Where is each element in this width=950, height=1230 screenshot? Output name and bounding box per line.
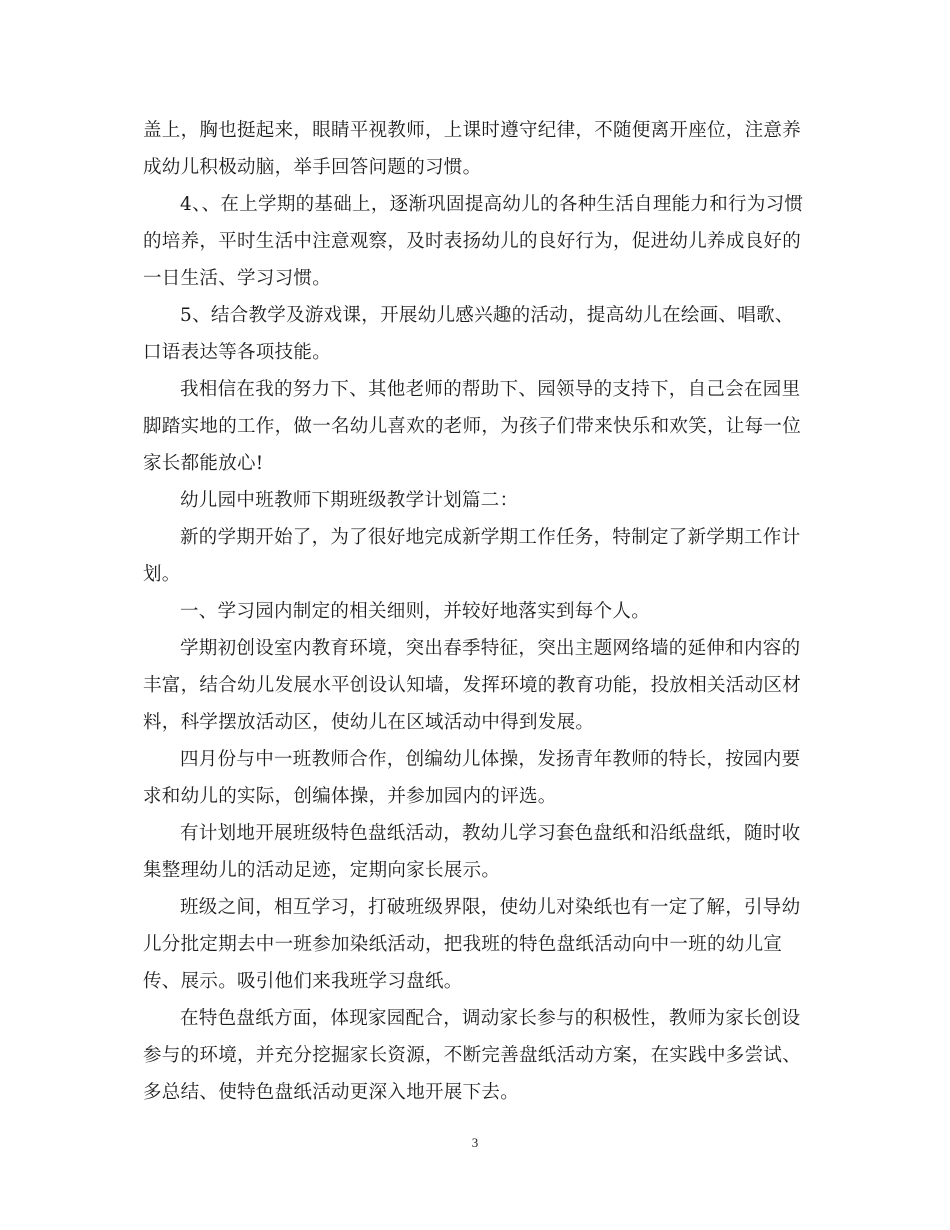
paragraph-2: 4、、在上学期的基础上，逐渐巩固提高幼儿的各种生活自理能力和行为习惯的培养，平时生活中注意观察，及时表扬幼儿的良好行为，促进幼儿养成良好的一日生活、学习习惯。	[143, 194, 804, 289]
paragraph-8: 学期初创设室内教育环境，突出春季特征，突出主题网络墙的延伸和内容的丰富，结合幼儿发展水平创设认知墙，发挥环境的教育功能，投放相关活动区材料，科学摆放活动区，使幼儿在区域活动中得到发展。	[143, 638, 802, 733]
paragraph-10: 有计划地开展班级特色盘纸活动，教幼儿学习套色盘纸和沿纸盘纸，随时收集整理幼儿的活动足迹，定期向家长展示。	[143, 823, 801, 881]
paragraph-12: 在特色盘纸方面，体现家园配合，调动家长参与的积极性，教师为家长创设参与的环境，并充分挖掘家长资源，不断完善盘纸活动方案，在实践中多尝试、多总结、使特色盘纸活动更深入地开展下去。	[143, 1008, 802, 1103]
paragraph-7: 一、学习园内制定的相关细则，并较好地落实到每个人。	[180, 601, 651, 622]
paragraph-6: 新的学期开始了，为了很好地完成新学期工作任务，特制定了新学期工作计划。	[143, 527, 801, 585]
paragraph-11: 班级之间，相互学习，打破班级界限，使幼儿对染纸也有一定了解，引导幼儿分批定期去中一班参加染纸活动，把我班的特色盘纸活动向中一班的幼儿宣传、展示。吸引他们来我班学习盘纸。	[143, 897, 801, 992]
section-heading: 幼儿园中班教师下期班级教学计划篇二：	[180, 490, 519, 511]
document-body	[143, 112, 809, 1111]
paragraph-4: 我相信在我的努力下、其他老师的帮助下、园领导的支持下，自己会在园里脚踏实地的工作，做一名幼儿喜欢的老师，为孩子们带来快乐和欢笑，让每一位家长都能放心!	[143, 379, 802, 474]
page-number: 3	[471, 1135, 479, 1150]
paragraph-3: 5、结合教学及游戏课，开展幼儿感兴趣的活动，提高幼儿在绘画、唱歌、口语表达等各项技能。	[143, 305, 794, 363]
paragraph-9: 四月份与中一班教师合作，创编幼儿体操，发扬青年教师的特长，按园内要求和幼儿的实际，创编体操，并参加园内的评选。	[143, 749, 801, 807]
paragraph-1: 盖上，胸也挺起来，眼睛平视教师，上课时遵守纪律，不随便离开座位，注意养成幼儿积极动脑，举手回答问题的习惯。	[143, 120, 802, 178]
